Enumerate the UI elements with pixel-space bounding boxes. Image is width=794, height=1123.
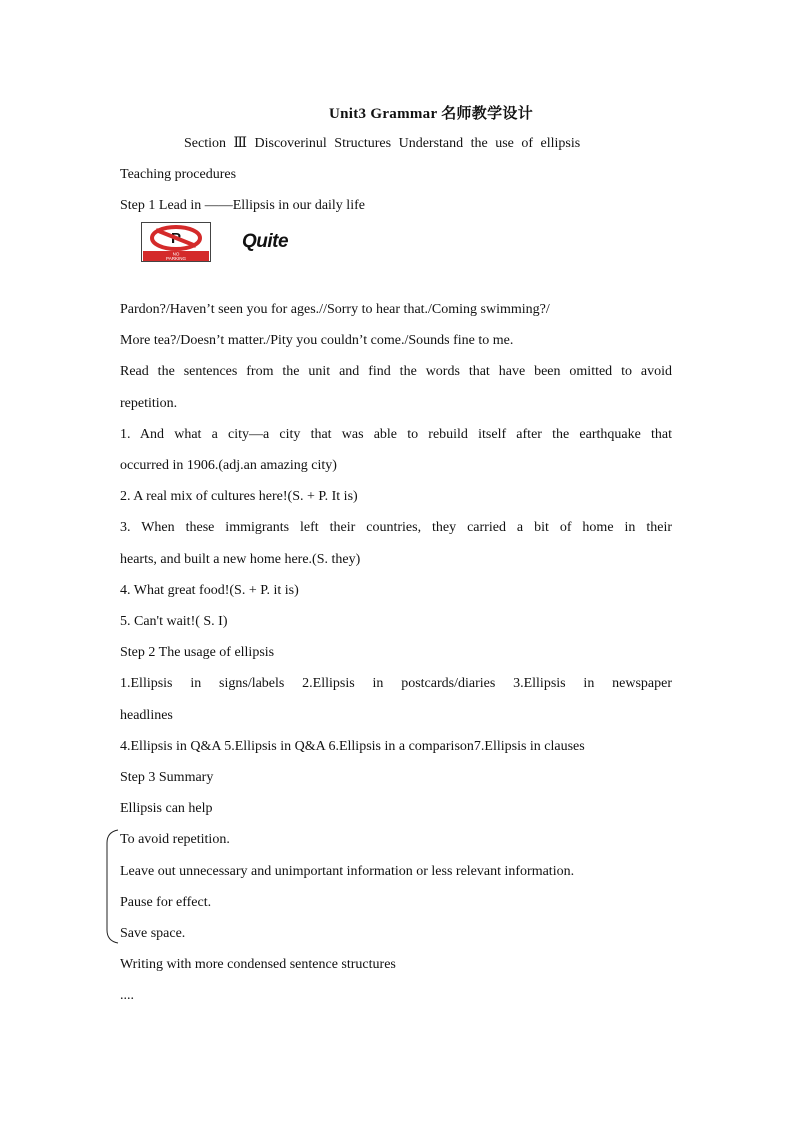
step2-heading: Step 2 The usage of ellipsis — [120, 645, 275, 660]
text-line-1: Pardon?/Haven’t seen you for ages.//Sorry to hear that./Coming swimming?/ — [120, 302, 550, 317]
no-parking-sign-icon — [141, 222, 211, 262]
text-line-11: 5. Can't wait!( S. I) — [120, 614, 228, 629]
document-title: Unit3 Grammar 名师教学设计 — [328, 106, 534, 122]
text-line-4: repetition. — [120, 396, 178, 411]
summary-item-3: Pause for effect. — [120, 895, 212, 910]
sign-label-no: NO — [172, 251, 180, 257]
text-line-7: 2. A real mix of cultures here!(S. + P. It is) — [120, 489, 358, 504]
text-line-5: 1. And what a city—a city that was able to rebuild itself after the earthquake that — [120, 427, 672, 442]
text-line-9: hearts, and built a new home here.(S. they) — [120, 552, 361, 567]
summary-item-4: Save space. — [120, 926, 186, 941]
text-line-6: occurred in 1906.(adj.an amazing city) — [120, 458, 337, 473]
text-line-15: 4.Ellipsis in Q&A 5.Ellipsis in Q&A 6.Ellipsis in a comparison7.Ellipsis in clauses — [120, 739, 585, 754]
section-subtitle: Section Ⅲ Discoverinul Structures Understand the use of ellipsis — [184, 136, 581, 151]
sign-label-parking: PARKING — [166, 256, 186, 261]
summary-item-2: Leave out unnecessary and unimportant information or less relevant information. — [120, 864, 575, 879]
text-line-14: headlines — [120, 708, 173, 723]
step1-heading: Step 1 Lead in ——Ellipsis in our daily life — [120, 198, 365, 213]
summary-item-1: To avoid repetition. — [120, 832, 230, 847]
quite-word-art: Quite — [242, 231, 289, 252]
text-line-10: 4. What great food!(S. + P. it is) — [120, 583, 299, 598]
text-line-13: 1.Ellipsis in signs/labels 2.Ellipsis in postcards/diaries 3.Ellipsis in newspaper — [120, 676, 672, 691]
text-line-8: 3. When these immigrants left their countries, they carried a bit of home in their — [120, 520, 672, 535]
left-brace-icon — [103, 829, 119, 944]
text-line-22: Writing with more condensed sentence structures — [120, 957, 396, 972]
text-line-3: Read the sentences from the unit and find the words that have been omitted to avoid — [120, 364, 672, 379]
text-line-2: More tea?/Doesn’t matter./Pity you couldn’t come./Sounds fine to me. — [120, 333, 514, 348]
step3-heading: Step 3 Summary — [120, 770, 214, 785]
text-line-17: Ellipsis can help — [120, 801, 213, 816]
teaching-procedures-heading: Teaching procedures — [120, 167, 237, 182]
text-line-23: .... — [120, 988, 134, 1003]
